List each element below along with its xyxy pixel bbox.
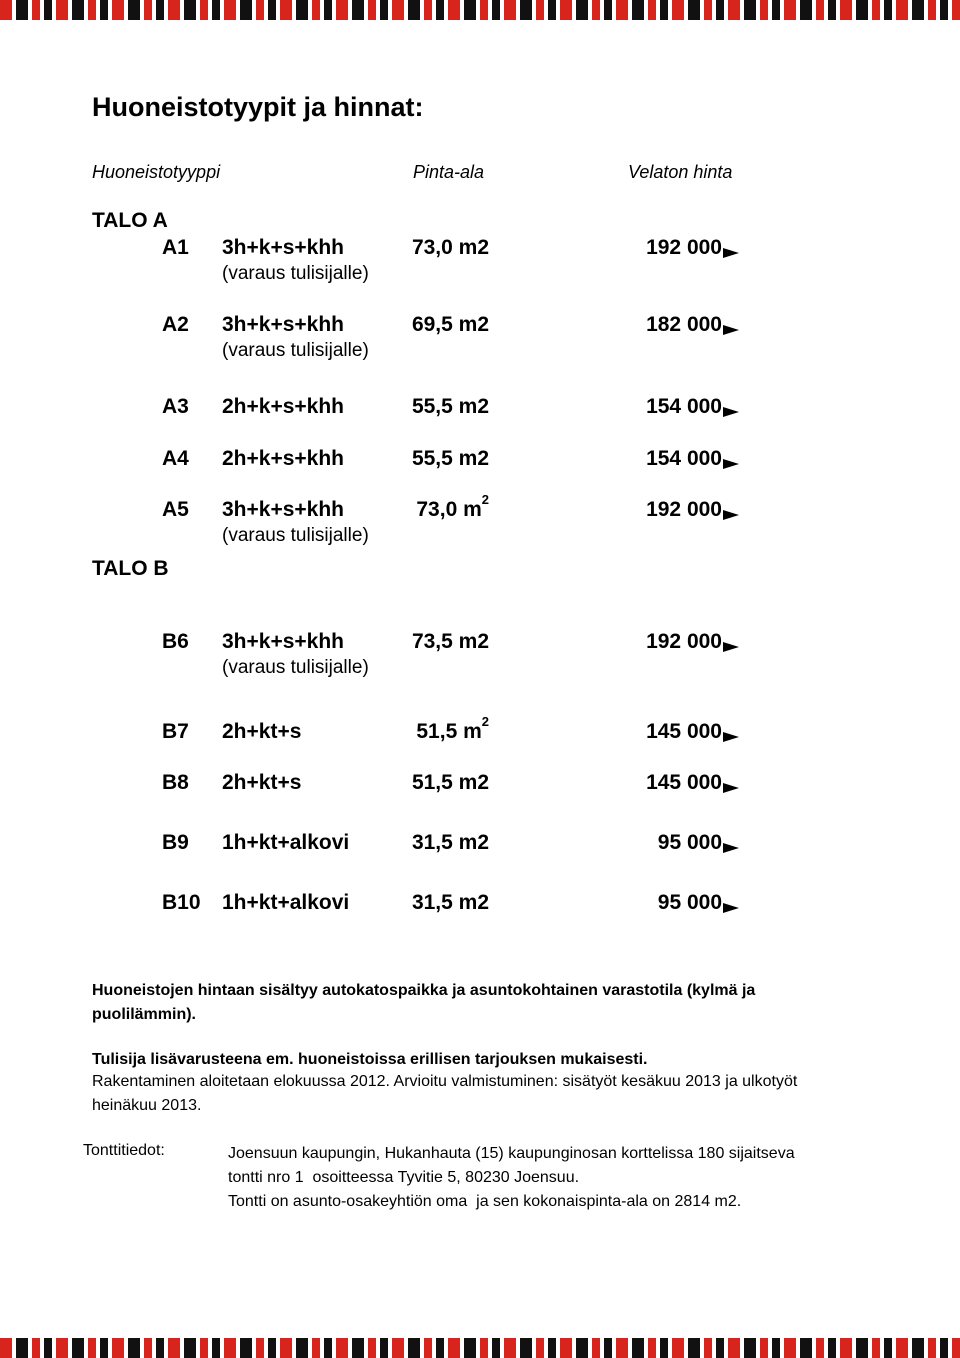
apartment-area — [416, 714, 489, 744]
apartment-type: 2h+kt+s — [222, 771, 302, 794]
apartment-area-value: 73,5 m2 — [411, 630, 489, 653]
apartment-type: 3h+k+s+khh — [222, 236, 344, 259]
apartment-type: 2h+kt+s — [222, 720, 302, 743]
included-text: Huoneistojen hintaan sisältyy autokatospaikka ja asuntokohtainen varastotila (kylmä ja puolilämmin). — [92, 982, 756, 1023]
group-label-talo-a: TALO A — [92, 209, 168, 232]
apartment-area-value: 73,0 m — [416, 498, 482, 521]
apartment-row — [0, 313, 960, 343]
area-unit-superscript: 2 — [481, 492, 489, 507]
apartment-area — [412, 395, 489, 419]
decorative-stripe-top — [0, 0, 960, 20]
apartment-area — [412, 831, 489, 855]
apartment-row — [0, 714, 960, 750]
apartment-area-value: 31,5 m2 — [411, 891, 489, 914]
apartment-price: 95 000 — [657, 891, 722, 914]
apartment-area-value: 73,0 m2 — [411, 236, 489, 259]
apartment-note: (varaus tulisijalle) — [222, 263, 369, 284]
apartment-area — [412, 630, 489, 654]
column-header-type: Huoneistotyyppi — [92, 162, 221, 182]
column-header-price: Velaton hinta — [628, 162, 733, 182]
apartment-price: 192 000 — [646, 498, 722, 521]
apartment-code: B7 — [162, 720, 189, 743]
apartment-price: 192 000 — [646, 630, 722, 653]
apartment-area-value: 69,5 m2 — [411, 313, 489, 336]
apartment-price: 145 000 — [646, 771, 722, 794]
apartment-row — [0, 891, 960, 921]
apartment-code: A4 — [162, 447, 189, 470]
apartment-row — [0, 395, 960, 425]
plot-info-line: Tontti on asunto-osakeyhtiön oma ja sen kokonaispinta-ala on 2814 m2. — [228, 1193, 742, 1210]
plot-info-line: tontti nro 1 osoitteessa Tyvitie 5, 80230 Joensuu. — [228, 1169, 580, 1186]
apartment-area — [412, 313, 489, 337]
plot-info-text — [228, 1142, 908, 1214]
apartment-area — [412, 447, 489, 471]
group-label-talo-b: TALO B — [92, 557, 169, 580]
euro-icon — [722, 838, 740, 862]
apartment-type: 1h+kt+alkovi — [222, 891, 350, 914]
apartment-area — [412, 891, 489, 915]
apartment-type: 3h+k+s+khh — [222, 313, 344, 336]
fireplace-text: Tulisija lisävarusteena em. huoneistoissa erillisen tarjouksen mukaisesti. — [92, 1051, 648, 1068]
apartment-price: 95 000 — [657, 831, 722, 854]
euro-icon — [722, 505, 740, 529]
apartment-row — [0, 447, 960, 477]
euro-icon — [722, 402, 740, 426]
euro-icon — [722, 454, 740, 478]
apartment-type: 1h+kt+alkovi — [222, 831, 350, 854]
euro-icon — [722, 898, 740, 922]
euro-icon — [722, 243, 740, 267]
euro-icon — [722, 778, 740, 802]
apartment-area-value: 31,5 m2 — [411, 831, 489, 854]
apartment-area — [412, 771, 489, 795]
apartment-price: 154 000 — [646, 447, 722, 470]
apartment-code: B8 — [162, 771, 189, 794]
apartment-row — [0, 236, 960, 266]
euro-icon — [722, 637, 740, 661]
page-title: Huoneistotyypit ja hinnat: — [92, 92, 424, 122]
apartment-type: 2h+k+s+khh — [222, 447, 344, 470]
apartment-code: B6 — [162, 630, 189, 653]
apartment-type: 3h+k+s+khh — [222, 498, 344, 521]
euro-icon — [722, 320, 740, 344]
apartment-code: A5 — [162, 498, 189, 521]
plot-info-line: Joensuun kaupungin, Hukanhauta (15) kaupunginosan korttelissa 180 sijaitseva — [228, 1145, 795, 1162]
apartment-area — [416, 492, 489, 522]
apartment-row — [0, 630, 960, 660]
apartment-code: A1 — [162, 236, 189, 259]
decorative-stripe-bottom — [0, 1338, 960, 1358]
apartment-area-value: 55,5 m2 — [411, 447, 489, 470]
apartment-note: (varaus tulisijalle) — [222, 340, 369, 361]
apartment-area-value: 51,5 m — [416, 720, 482, 743]
apartment-price: 192 000 — [646, 236, 722, 259]
apartment-code: A2 — [162, 313, 189, 336]
column-header-area: Pinta-ala — [413, 162, 485, 182]
construction-text: Rakentaminen aloitetaan elokuussa 2012. Arvioitu valmistuminen: sisätyöt kesäkuu 2013 ja ulkotyöt heinäkuu 2013. — [92, 1073, 798, 1114]
area-unit-superscript: 2 — [481, 714, 489, 729]
apartment-note: (varaus tulisijalle) — [222, 657, 369, 678]
apartment-area-value: 55,5 m2 — [411, 395, 489, 418]
apartment-row — [0, 831, 960, 861]
apartment-row — [0, 492, 960, 528]
apartment-area-value: 51,5 m2 — [411, 771, 489, 794]
apartment-type: 3h+k+s+khh — [222, 630, 344, 653]
apartment-price: 182 000 — [646, 313, 722, 336]
apartment-price: 154 000 — [646, 395, 722, 418]
apartment-price: 145 000 — [646, 720, 722, 743]
apartment-note: (varaus tulisijalle) — [222, 525, 369, 546]
euro-icon — [722, 727, 740, 751]
apartment-code: B10 — [162, 891, 201, 914]
apartment-area — [412, 236, 489, 260]
apartment-code: B9 — [162, 831, 189, 854]
apartment-type: 2h+k+s+khh — [222, 395, 344, 418]
apartment-code: A3 — [162, 395, 189, 418]
plot-info-label: Tonttitiedot: — [83, 1142, 165, 1159]
apartment-row — [0, 771, 960, 801]
